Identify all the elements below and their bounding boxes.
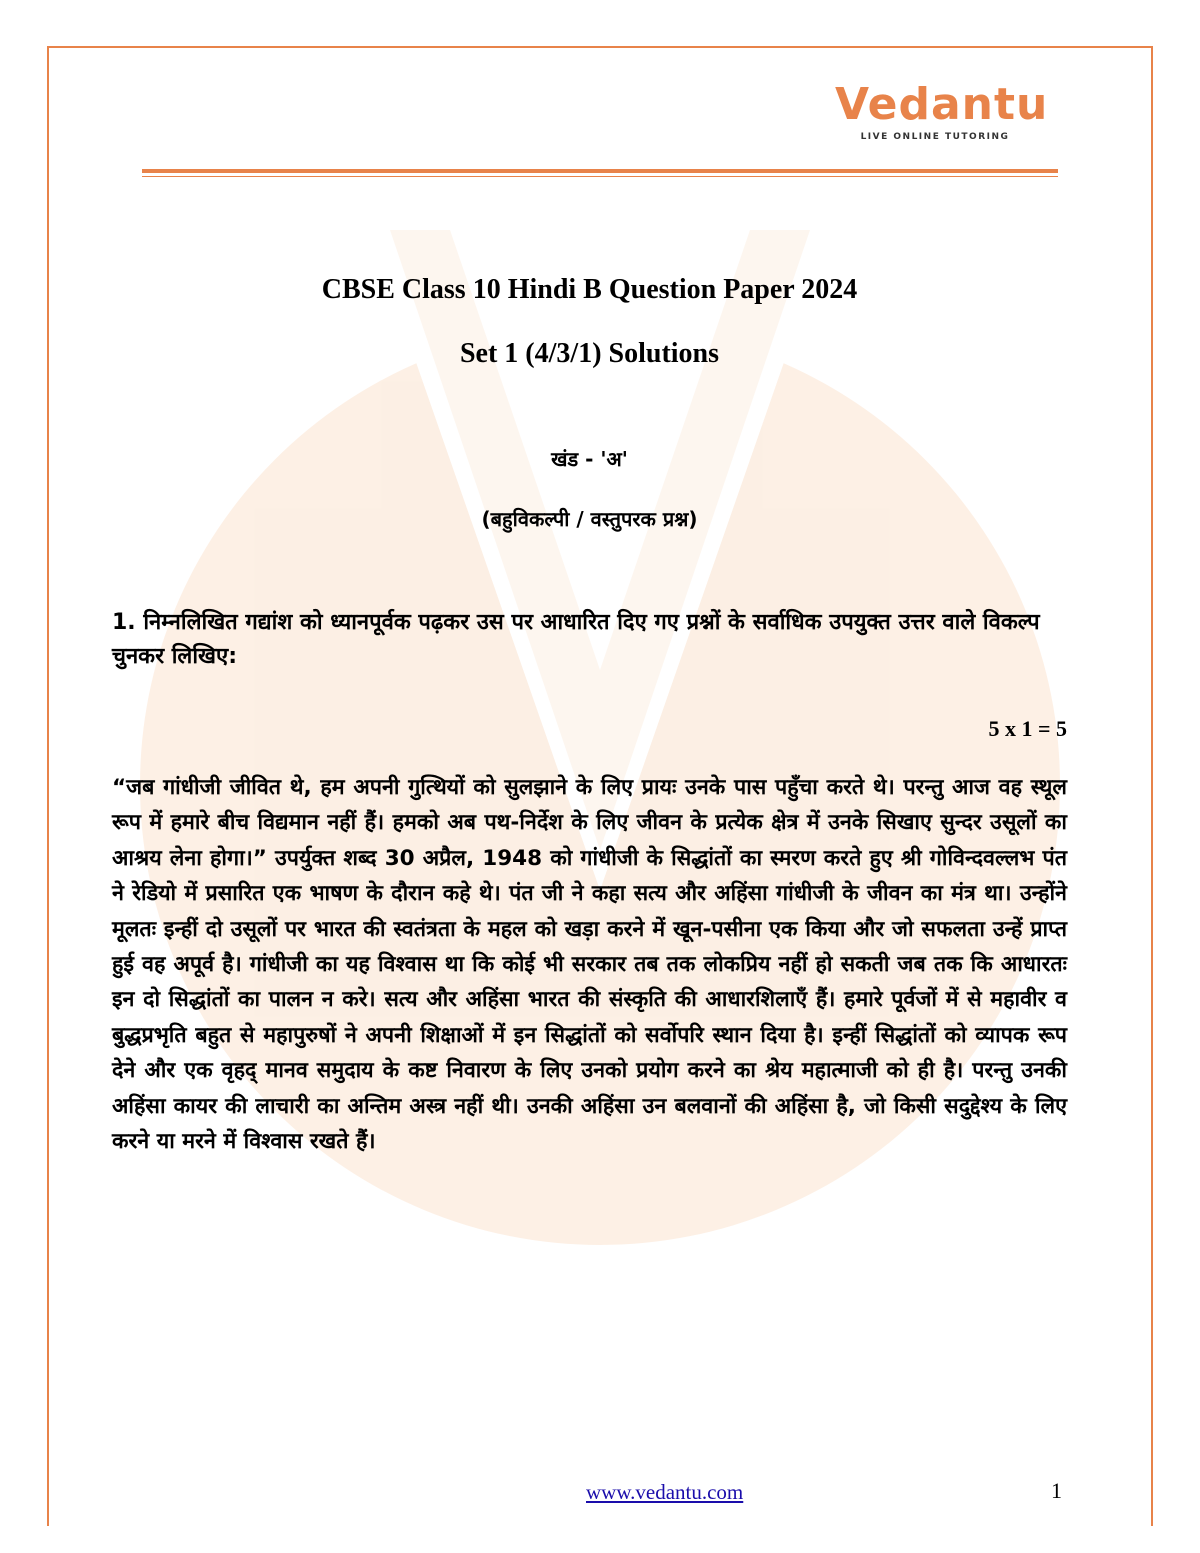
document-title: CBSE Class 10 Hindi B Question Paper 2024 bbox=[321, 274, 858, 305]
document-body bbox=[112, 270, 1067, 1159]
question-number: 1. bbox=[112, 610, 136, 635]
page-number: 1 bbox=[1051, 1478, 1062, 1503]
logo-tagline: LIVE ONLINE TUTORING bbox=[860, 132, 1010, 142]
section-heading: खंड - 'अ' bbox=[551, 447, 628, 471]
reading-passage: “जब गांधीजी जीवित थे, हम अपनी गुत्थियों को सुलझाने के लिए प्रायः उनके पास पहुँचा करते थे। परन्तु आज वह स्थूल रूप में हमारे बीच विद्यमान नहीं हैं। हमको अब पथ-निर्देश के लिए जीवन के प्रत्येक क्षेत्र में उनके सिखाए सुन्दर उसूलों का आश्रय लेना होगा।” उपर्युक्त शब्द 30 अप्रैल, 1948 को गांधीजी के सिद्धांतों का स्मरण करते हुए श्री गोविन्दवल्लभ पंत ने रेडियो में प्रसारित एक भाषण के दौरान कहे थे। पंत जी ने कहा सत्य और अहिंसा गांधीजी के जीवन का मंत्र था। उन्होंने मूलतः इन्हीं दो उसूलों पर भारत की स्वतंत्रता के महल को खड़ा करने में खून-पसीना एक किया और जो सफलता उन्हें प्राप्त हुई वह अपूर्व है। गांधीजी का यह विश्वास था कि कोई भी सरकार तब तक लोकप्रिय नहीं हो सकती जब तक कि आधारतः इन दो सिद्धांतों का पालन न करे। सत्य और अहिंसा भारत की संस्कृति की आधारशिलाएँ हैं। हमारे पूर्वजों में से महावीर व बुद्धप्रभृति बहुत से महापुरुषों ने अपनी शिक्षाओं में इन सिद्धांतों को सर्वोपरि स्थान दिया है। इन्हीं सिद्धांतों को व्यापक रूप देने और एक वृहद् मानव समुदाय के कष्ट निवारण के लिए उनको प्रयोग करने का श्रेय महात्माजी को ही है। परन्तु उनकी अहिंसा कायर की लाचारी का अन्तिम अस्त्र नहीं थी। उनकी अहिंसा उन बलवानों की अहिंसा है, जो किसी सदुद्देश्य के लिए करने या मरने में विश्वास रखते हैं। bbox=[112, 775, 1067, 1155]
footer-website-link[interactable]: www.vedantu.com bbox=[586, 1480, 744, 1504]
vedantu-logo bbox=[835, 79, 1049, 142]
question-text: निम्नलिखित गद्यांश को ध्यानपूर्वक पढ़कर उस पर आधारित दिए गए प्रश्नों के सर्वाधिक उपयुक्त उत्तर वाले विकल्प चुनकर लिखिए: bbox=[112, 610, 1040, 669]
header-divider-thin bbox=[142, 176, 1058, 177]
question-1 bbox=[112, 606, 1067, 674]
header-divider bbox=[142, 169, 1058, 173]
document-subtitle: Set 1 (4/3/1) Solutions bbox=[459, 338, 720, 369]
section-subheading: (बहुविकल्पी / वस्तुपरक प्रश्न) bbox=[481, 507, 698, 531]
logo-wordmark: Vedantu bbox=[835, 79, 1049, 130]
question-marks: 5 x 1 = 5 bbox=[988, 716, 1067, 741]
